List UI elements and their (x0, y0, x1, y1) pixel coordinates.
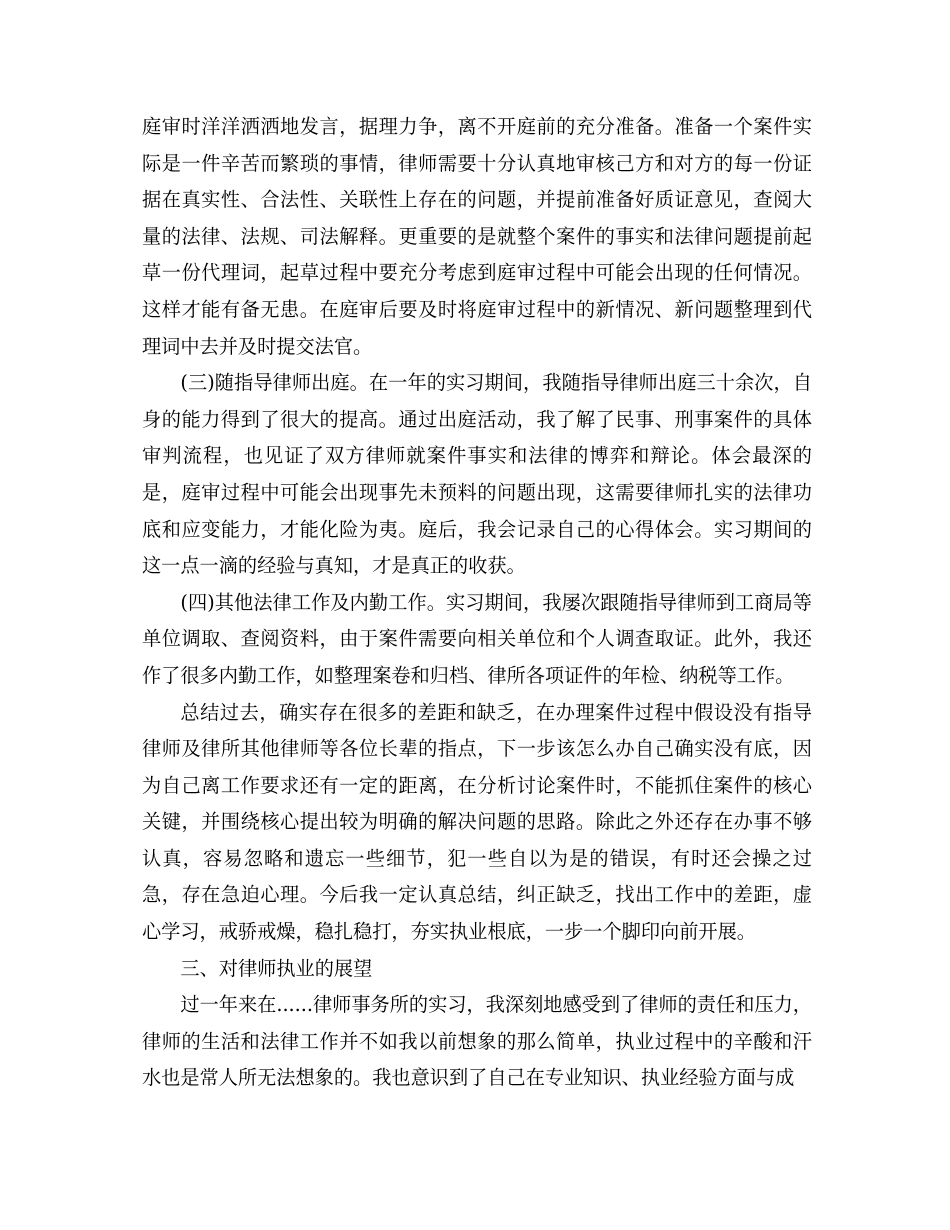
paragraph-continuation: 庭审时洋洋洒洒地发言，据理力争，离不开庭前的充分准备。准备一个案件实际是一件辛苦而繁琐的事情，律师需要十分认真地审核己方和对方的每一份证据在真实性、合法性、关联性上存在的问题，并提前准备好质证意见，查阅大量的法律、法规、司法解释。更重要的是就整个案件的事实和法律问题提前起草一份代理词，起草过程中要充分考虑到庭审过程中可能会出现的任何情况。这样才能有备无患。在庭审后要及时将庭审过程中的新情况、新问题整理到代理词中去并及时提交法官。 (142, 115, 812, 358)
paragraph-summary: 总结过去，确实存在很多的差距和缺乏，在办理案件过程中假设没有指导律师及律所其他律师等各位长辈的指点，下一步该怎么办自己确实没有底，因为自己离工作要求还有一定的距离，在分析讨论案件时，不能抓住案件的核心关键，并围绕核心提出较为明确的解决问题的思路。除此之外还存在办事不够认真，容易忽略和遗忘一些细节，犯一些自以为是的错误，有时还会操之过急，存在急迫心理。今后我一定认真总结，纠正缺乏，找出工作中的差距，虚心学习，戒骄戒燥，稳扎稳打，夯实执业根底，一步一个脚印向前开展。 (142, 700, 812, 944)
paragraph-court-appearance: (三)随指导律师出庭。在一年的实习期间，我随指导律师出庭三十余次，自身的能力得到了很大的提高。通过出庭活动，我了解了民事、刑事案件的具体审判流程，也见证了双方律师就案件事实和法律的博弈和辩论。体会最深的是，庭审过程中可能会出现事先未预料的问题出现，这需要律师扎实的法律功底和应变能力，才能化险为夷。庭后，我会记录自己的心得体会。实习期间的这一点一滴的经验与真知，才是真正的收获。 (142, 371, 812, 578)
section-heading-outlook: 三、对律师执业的展望 (180, 956, 373, 980)
paragraph-other-work: (四)其他法律工作及内勤工作。实习期间，我屡次跟随指导律师到工商局等单位调取、查阅资料，由于案件需要向相关单位和个人调查取证。此外，我还作了很多内勤工作，如整理案卷和归档、律所各项证件的年检、纳税等工作。 (142, 590, 812, 687)
document-body (142, 109, 812, 1097)
paragraph-outlook: 过一年来在......律师事务所的实习，我深刻地感受到了律师的责任和压力，律师的生活和法律工作并不如我以前想象的那么简单，执业过程中的辛酸和汗水也是常人所无法想象的。我也意识到了自己在专业知识、执业经验方面与成 (142, 993, 812, 1090)
